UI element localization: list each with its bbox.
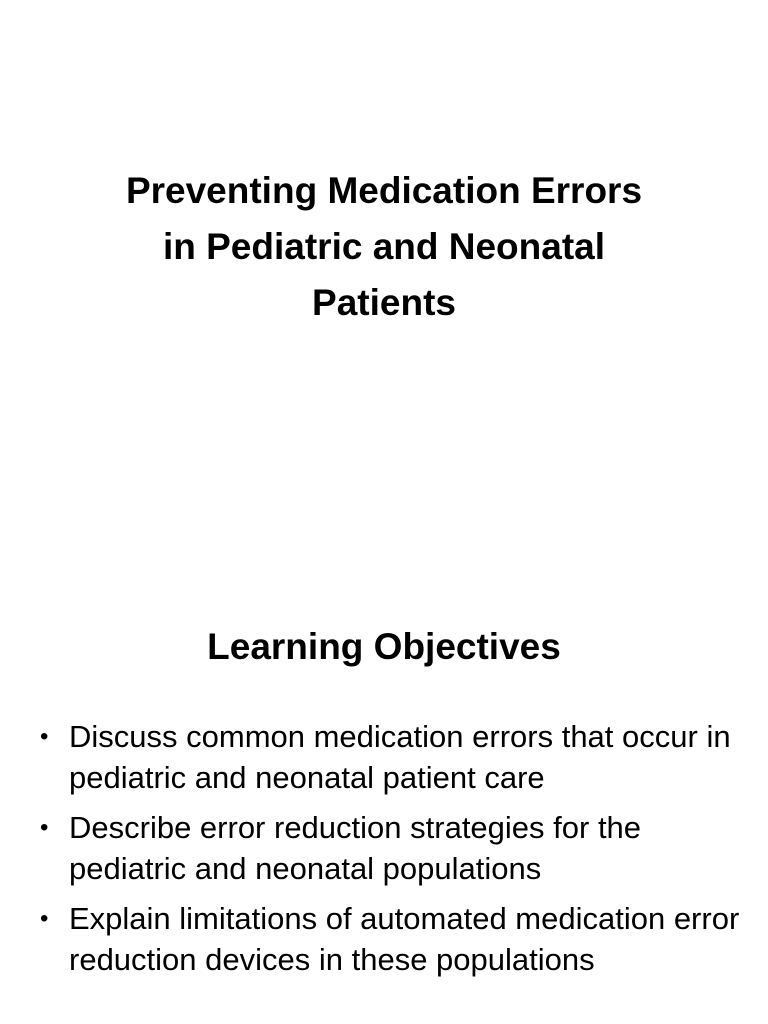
bullet-icon: • [40, 723, 49, 750]
list-item [40, 716, 740, 798]
objective-text: Describe error reduction strategies for the pediatric and neonatal populations [69, 810, 642, 886]
objective-text: Discuss common medication errors that occur in pediatric and neonatal patient care [69, 719, 731, 795]
list-item [40, 898, 740, 980]
objective-text: Explain limitations of automated medication error reduction devices in these populations [69, 901, 740, 977]
title-line-1: Preventing Medication Errors [125, 170, 643, 211]
title-line-2: in Pediatric and Neonatal [162, 226, 606, 267]
list-item [40, 807, 740, 889]
objectives-slide [0, 512, 768, 1024]
bullet-icon: • [40, 814, 49, 841]
objectives-list [40, 716, 740, 989]
presentation-title [40, 163, 728, 331]
title-line-3: Patients [312, 282, 456, 323]
bullet-icon: • [40, 905, 49, 932]
objectives-heading: Learning Objectives [207, 626, 561, 667]
